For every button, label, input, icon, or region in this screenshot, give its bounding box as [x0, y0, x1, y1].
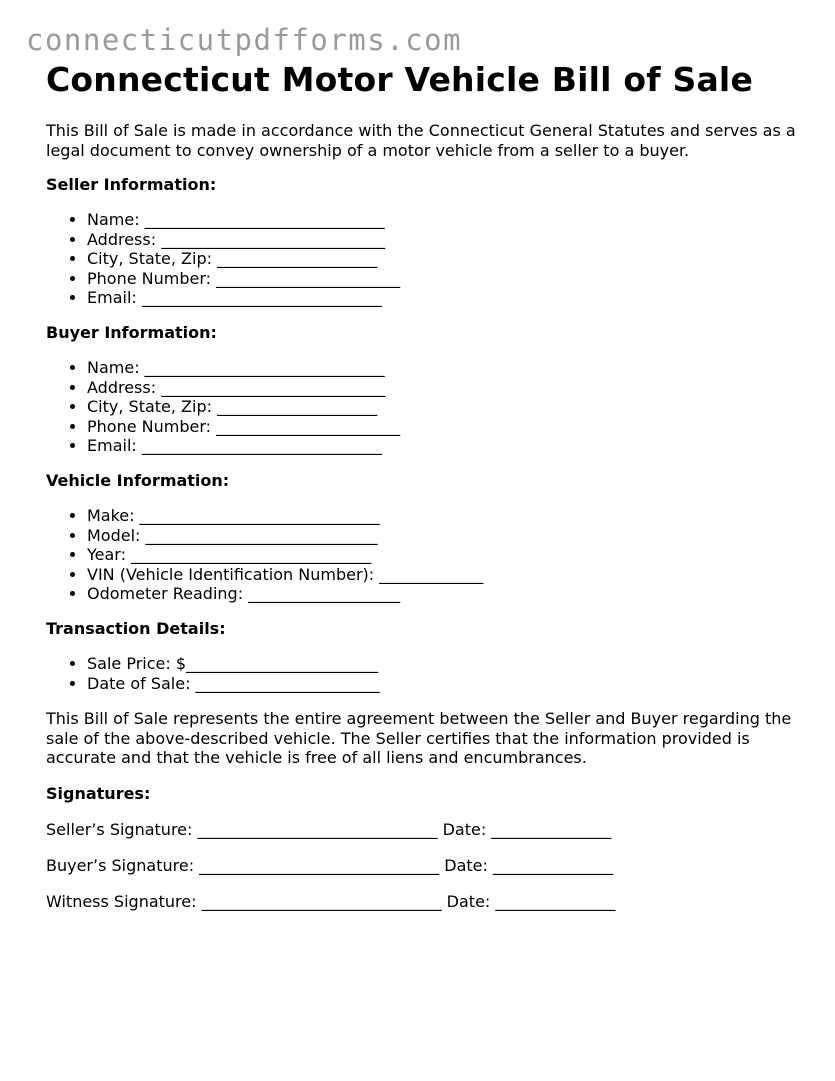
- vehicle-section: [46, 471, 806, 604]
- seller-city-state-zip-field[interactable]: • City, State, Zip: ____________________: [87, 249, 806, 269]
- buyer-phone-field[interactable]: • Phone Number: _______________________: [87, 417, 806, 437]
- signatures-section: [46, 784, 806, 912]
- seller-address-field[interactable]: • Address: ____________________________: [87, 230, 806, 250]
- vehicle-list: [46, 506, 806, 604]
- buyer-section: [46, 323, 806, 456]
- buyer-address-field[interactable]: • Address: ____________________________: [87, 378, 806, 398]
- vehicle-vin-field[interactable]: • VIN (Vehicle Identification Number): _____________: [87, 565, 806, 585]
- closing-paragraph: This Bill of Sale represents the entire agreement between the Seller and Buyer regarding the sale of the above-described vehicle. The Seller certifies that the information provided is accurate and that the vehicle is free of all liens and encumbrances.: [46, 709, 792, 768]
- signatures-heading: Signatures:: [46, 783, 151, 803]
- buyer-signature-line[interactable]: Buyer’s Signature: ______________________________ Date: _______________: [46, 855, 613, 875]
- vehicle-odometer-field[interactable]: • Odometer Reading: ___________________: [87, 584, 806, 604]
- document-page: [46, 60, 806, 912]
- buyer-list: [46, 358, 806, 456]
- buyer-name-field[interactable]: • Name: ______________________________: [87, 358, 806, 378]
- buyer-city-state-zip-field[interactable]: • City, State, Zip: ____________________: [87, 397, 806, 417]
- seller-name-field[interactable]: • Name: ______________________________: [87, 210, 806, 230]
- intro-paragraph: This Bill of Sale is made in accordance with the Connecticut General Statutes and serves as a legal document to convey ownership of a motor vehicle from a seller to a buyer.: [46, 121, 796, 160]
- seller-heading: Seller Information:: [46, 175, 217, 194]
- seller-section: [46, 175, 806, 308]
- watermark: connecticutpdfforms.com: [26, 23, 463, 57]
- transaction-heading: Transaction Details:: [46, 618, 226, 638]
- date-of-sale-field[interactable]: • Date of Sale: _______________________: [87, 674, 806, 694]
- page-title: Connecticut Motor Vehicle Bill of Sale: [46, 60, 754, 99]
- seller-phone-field[interactable]: • Phone Number: _______________________: [87, 269, 806, 289]
- buyer-heading: Buyer Information:: [46, 322, 217, 342]
- vehicle-make-field[interactable]: • Make: ______________________________: [87, 506, 806, 526]
- vehicle-year-field[interactable]: • Year: ______________________________: [87, 545, 806, 565]
- vehicle-heading: Vehicle Information:: [46, 470, 230, 490]
- seller-signature-line[interactable]: Seller’s Signature: ______________________________ Date: _______________: [46, 819, 612, 839]
- sale-price-field[interactable]: • Sale Price: $________________________: [87, 654, 806, 674]
- seller-list: [46, 210, 806, 308]
- buyer-email-field[interactable]: • Email: ______________________________: [87, 436, 806, 456]
- witness-signature-line[interactable]: Witness Signature: ______________________________ Date: _______________: [46, 891, 616, 911]
- transaction-list: [46, 654, 806, 693]
- transaction-section: [46, 619, 806, 693]
- seller-email-field[interactable]: • Email: ______________________________: [87, 288, 806, 308]
- vehicle-model-field[interactable]: • Model: _____________________________: [87, 526, 806, 546]
